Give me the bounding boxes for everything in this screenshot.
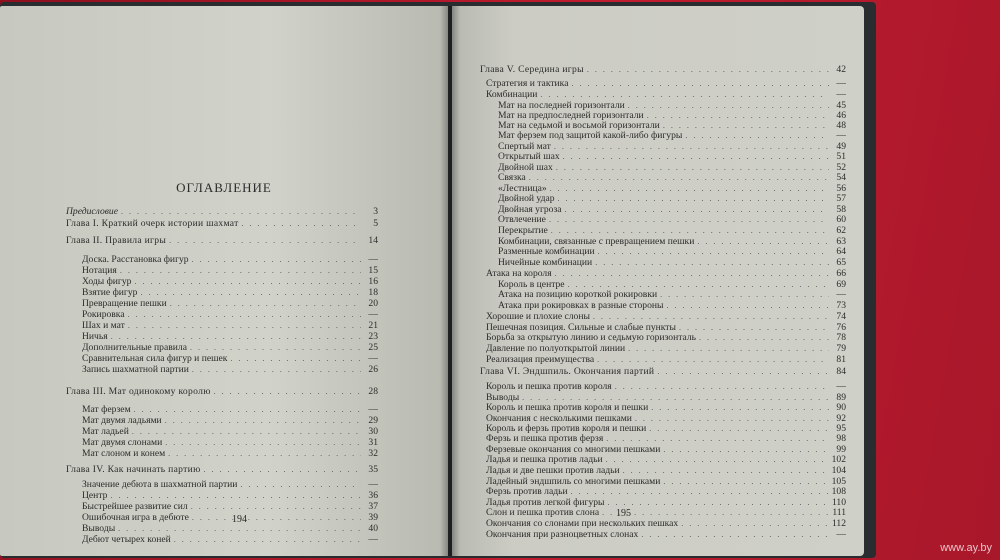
toc-entry-title: Мат ферзем под защитой какой-либо фигуры — [498, 130, 683, 141]
toc-entry-title: Глава V. Середина игры — [480, 64, 584, 75]
toc-entry — [82, 501, 378, 512]
toc-entry-page: 58 — [836, 204, 846, 215]
toc-entry-page: 3 — [373, 206, 378, 217]
toc-entry — [82, 490, 378, 501]
toc-entry-page: 32 — [368, 448, 378, 459]
toc-entry-title: Двойная угроза — [498, 204, 562, 215]
toc-leader-dots — [593, 311, 829, 322]
toc-entry-title: Мат двумя слонами — [82, 437, 163, 448]
toc-entry-page: — — [836, 89, 846, 100]
toc-entry — [82, 479, 378, 490]
toc-entry — [486, 78, 846, 89]
toc-entry-page: 45 — [836, 100, 846, 111]
toc-entry-page: 40 — [368, 523, 378, 534]
toc-entry — [82, 342, 378, 353]
toc-entry-title: Рокировка — [82, 309, 125, 320]
toc-entry-title: Ладья и пешка против ладьи — [486, 454, 603, 465]
toc-leader-dots — [571, 78, 829, 89]
toc-entry-title: Комбинации — [486, 89, 538, 100]
right-page — [452, 6, 864, 556]
toc-entry-title: Спертый мат — [498, 141, 551, 152]
toc-leader-dots — [191, 501, 361, 512]
toc-entry — [498, 257, 846, 268]
toc-entry-page: — — [836, 529, 846, 540]
toc-leader-dots — [128, 320, 361, 331]
toc-entry — [486, 343, 846, 354]
toc-leader-dots — [681, 518, 829, 529]
toc-entry — [486, 354, 846, 365]
toc-entry — [82, 298, 378, 309]
toc-leader-dots — [555, 268, 829, 279]
toc-entry-page: 25 — [368, 342, 378, 353]
toc-entry-page: 52 — [836, 162, 846, 173]
toc-leader-dots — [165, 415, 361, 426]
toc-entry-page: 110 — [831, 497, 846, 508]
toc-entry-title: Мат ферзем — [82, 404, 131, 415]
toc-entry-title: Ходы фигур — [82, 276, 132, 287]
toc-leader-dots — [128, 309, 361, 320]
toc-entry-title: Ферзевые окончания со многими пешками — [486, 444, 661, 455]
toc-entry — [498, 300, 846, 311]
toc-entry — [486, 529, 846, 540]
toc-entry — [66, 206, 378, 217]
toc-leader-dots — [615, 381, 829, 392]
toc-entry-title: Реализация преимущества — [486, 354, 595, 365]
toc-entry-title: Хорошие и плохие слоны — [486, 311, 590, 322]
toc-entry — [82, 364, 378, 375]
toc-entry-page: — — [368, 353, 378, 364]
toc-entry-title: Мат на последней горизонтали — [498, 100, 625, 111]
toc-leader-dots — [529, 172, 829, 183]
toc-entry-title: Значение дебюта в шахматной партии — [82, 479, 238, 490]
toc-leader-dots — [134, 404, 361, 415]
toc-entry-title: Предисловие — [66, 206, 118, 217]
toc-entry — [498, 193, 846, 204]
toc-entry-title: Мат на предпоследней горизонтали — [498, 110, 644, 121]
toc-entry-page: 111 — [832, 507, 846, 518]
toc-leader-dots — [549, 214, 829, 225]
toc-leader-dots — [597, 354, 829, 365]
toc-leader-dots — [651, 402, 829, 413]
toc-entry-title: Открытый шах — [498, 151, 560, 162]
toc-entry-title: Взятие фигур — [82, 287, 138, 298]
toc-leader-dots — [192, 512, 361, 523]
toc-entry-page: 64 — [836, 246, 846, 257]
toc-entry — [486, 454, 846, 465]
toc-entry-page: 102 — [831, 454, 846, 465]
toc-entry — [66, 235, 378, 246]
toc-entry — [480, 64, 846, 75]
toc-entry-page: 28 — [368, 386, 378, 397]
toc-entry — [82, 404, 378, 415]
toc-entry-page: 98 — [836, 433, 846, 444]
toc-entry-title: Пешечная позиция. Сильные и слабые пункты — [486, 322, 676, 333]
toc-leader-dots — [641, 529, 829, 540]
toc-entry-title: Мат двумя ладьями — [82, 415, 162, 426]
toc-entry-page: 73 — [836, 300, 846, 311]
toc-entry-title: Отвлечение — [498, 214, 546, 225]
toc-entry — [498, 225, 846, 236]
toc-entry-page: 66 — [836, 268, 846, 279]
toc-entry-title: Доска. Расстановка фигур — [82, 254, 189, 265]
toc-entry — [498, 172, 846, 183]
toc-entry-title: «Лестница» — [498, 183, 547, 194]
toc-entry-title: Сравнительная сила фигур и пешек — [82, 353, 228, 364]
toc-entry-title: Перекрытие — [498, 225, 548, 236]
toc-entry — [486, 518, 846, 529]
toc-entry — [82, 512, 378, 523]
toc-entry-title: Мат на седьмой и восьмой горизонтали — [498, 120, 660, 131]
toc-entry-page: 49 — [836, 141, 846, 152]
toc-entry — [498, 246, 846, 257]
toc-entry-page: 16 — [368, 276, 378, 287]
toc-leader-dots — [540, 89, 829, 100]
toc-entry-page: 30 — [368, 426, 378, 437]
toc-entry — [498, 130, 846, 141]
toc-entry-title: Король и ферзь против короля и пешки — [486, 423, 647, 434]
toc-entry — [66, 464, 378, 475]
toc-leader-dots — [192, 364, 361, 375]
toc-entry-page: 99 — [836, 444, 846, 455]
toc-entry-title: Ладья против легкой фигуры — [486, 497, 605, 508]
toc-entry — [486, 486, 846, 497]
toc-entry-title: Комбинации, связанные с превращением пешки — [498, 236, 695, 247]
toc-entry — [82, 309, 378, 320]
toc-entry-page: 5 — [373, 218, 378, 229]
toc-entry — [486, 268, 846, 279]
toc-entry-page: 95 — [836, 423, 846, 434]
toc-entry — [82, 437, 378, 448]
toc-entry-title: Мат ладьей — [82, 426, 129, 437]
toc-entry-title: Нотация — [82, 265, 117, 276]
toc-entry — [486, 465, 846, 476]
toc-leader-dots — [230, 353, 361, 364]
toc-leader-dots — [598, 246, 829, 257]
toc-entry-title: Связка — [498, 172, 526, 183]
toc-entry — [498, 289, 846, 300]
toc-entry-page: 29 — [368, 415, 378, 426]
toc-entry — [486, 433, 846, 444]
toc-entry-title: Стратегия и тактика — [486, 78, 569, 89]
toc-entry-title: Глава IV. Как начинать партию — [66, 464, 201, 475]
toc-entry-page: 42 — [836, 64, 846, 75]
toc-entry-title: Атака на короля — [486, 268, 552, 279]
book-gutter — [440, 6, 460, 556]
toc-entry-page: 69 — [836, 279, 846, 290]
toc-leader-dots — [571, 486, 829, 497]
toc-entry-title: Глава III. Мат одинокому королю — [66, 386, 211, 397]
toc-title: ОГЛАВЛЕНИЕ — [176, 180, 272, 195]
toc-entry-page: — — [836, 78, 846, 89]
toc-entry — [82, 426, 378, 437]
toc-leader-dots — [606, 454, 829, 465]
right-page-number: 195 — [616, 508, 631, 519]
toc-leader-dots — [170, 298, 361, 309]
toc-entry-title: Дебют четырех коней — [82, 534, 171, 545]
left-page — [0, 6, 448, 556]
toc-entry-page: 74 — [836, 311, 846, 322]
toc-entry-title: Король в центре — [498, 279, 565, 290]
toc-leader-dots — [140, 287, 361, 298]
toc-entry-page: 112 — [831, 518, 846, 529]
toc-entry-page: 79 — [836, 343, 846, 354]
toc-entry — [82, 287, 378, 298]
toc-entry-page: 84 — [836, 366, 846, 377]
toc-entry — [480, 366, 846, 377]
toc-leader-dots — [242, 218, 361, 229]
toc-entry-title: Разменные комбинации — [498, 246, 595, 257]
toc-entry — [82, 448, 378, 459]
toc-entry-page: 51 — [836, 151, 846, 162]
toc-entry-page: 76 — [836, 322, 846, 333]
toc-entry-title: Окончания с несколькими пешками — [486, 413, 632, 424]
toc-entry-title: Окончания при разноцветных слонах — [486, 529, 639, 540]
toc-entry — [486, 311, 846, 322]
toc-entry-title: Двойной шах — [498, 162, 553, 173]
toc-leader-dots — [120, 265, 361, 276]
toc-entry-page: 20 — [368, 298, 378, 309]
toc-entry-page: 60 — [836, 214, 846, 225]
toc-entry-title: Выводы — [486, 392, 520, 403]
toc-entry-title: Атака на позицию короткой рокировки — [498, 289, 658, 300]
toc-leader-dots — [165, 437, 361, 448]
toc-entry — [82, 320, 378, 331]
toc-entry-title: Ладья и две пешки против ладьи — [486, 465, 620, 476]
toc-entry — [486, 89, 846, 100]
toc-entry-page: — — [836, 381, 846, 392]
toc-entry-page: 14 — [368, 235, 378, 246]
toc-entry — [82, 353, 378, 364]
toc-entry-page: 18 — [368, 287, 378, 298]
toc-leader-dots — [204, 464, 361, 475]
toc-entry-title: Окончания со слонами при нескольких пешках — [486, 518, 679, 529]
toc-leader-dots — [628, 343, 829, 354]
toc-entry-title: Борьба за открытую линию и седьмую горизонталь — [486, 332, 697, 343]
toc-entry-title: Глава I. Краткий очерк истории шахмат — [66, 218, 239, 229]
toc-entry — [486, 507, 846, 518]
toc-entry-title: Ферзь против ладьи — [486, 486, 568, 497]
toc-leader-dots — [121, 206, 361, 217]
toc-entry-title: Король и пешка против короля — [486, 381, 612, 392]
toc-leader-dots — [174, 534, 361, 545]
toc-leader-dots — [587, 64, 829, 75]
toc-leader-dots — [214, 386, 361, 397]
toc-leader-dots — [606, 433, 829, 444]
toc-entry-title: Король и пешка против короля и пешки — [486, 402, 649, 413]
toc-entry-page: 104 — [831, 465, 846, 476]
toc-leader-dots — [190, 342, 361, 353]
toc-entry-title: Ничья — [82, 331, 108, 342]
toc-leader-dots — [132, 426, 361, 437]
toc-entry-page: — — [368, 534, 378, 545]
toc-entry-page: — — [368, 309, 378, 320]
toc-leader-dots — [623, 465, 829, 476]
toc-entry-title: Быстрейшее развитие сил — [82, 501, 188, 512]
toc-leader-dots — [660, 289, 829, 300]
toc-entry-title: Слон и пешка против слона — [486, 507, 600, 518]
toc-entry-title: Превращение пешки — [82, 298, 167, 309]
toc-entry-title: Глава VI. Эндшпиль. Окончания партий — [480, 366, 655, 377]
toc-entry-page: 89 — [836, 392, 846, 403]
toc-entry-page: 46 — [836, 110, 846, 121]
toc-entry-page: — — [368, 254, 378, 265]
toc-entry-title: Ошибочная игра в дебюте — [82, 512, 189, 523]
toc-entry-page: 54 — [836, 172, 846, 183]
toc-entry-page: 31 — [368, 437, 378, 448]
toc-entry-page: 36 — [368, 490, 378, 501]
toc-entry-title: Двойной удар — [498, 193, 555, 204]
toc-entry-page: 65 — [836, 257, 846, 268]
toc-leader-dots — [551, 225, 829, 236]
toc-entry-title: Шах и мат — [82, 320, 125, 331]
watermark: www.ay.by — [940, 542, 992, 554]
toc-entry-page: 15 — [368, 265, 378, 276]
toc-leader-dots — [657, 366, 829, 377]
toc-entry-page: — — [368, 479, 378, 490]
toc-leader-dots — [240, 479, 361, 490]
toc-leader-dots — [110, 490, 361, 501]
toc-entry-page: — — [836, 289, 846, 300]
toc-entry-page: 35 — [368, 464, 378, 475]
toc-entry-page: 48 — [836, 120, 846, 131]
toc-leader-dots — [699, 332, 829, 343]
toc-leader-dots — [685, 130, 829, 141]
toc-entry-page: 23 — [368, 331, 378, 342]
toc-entry-title: Атака при рокировках в разные стороны — [498, 300, 664, 311]
toc-entry-page: 81 — [836, 354, 846, 365]
toc-leader-dots — [602, 507, 829, 518]
toc-entry-page: 57 — [836, 193, 846, 204]
toc-entry-page: 63 — [836, 236, 846, 247]
toc-entry — [82, 276, 378, 287]
toc-leader-dots — [666, 300, 829, 311]
toc-entry-page: 62 — [836, 225, 846, 236]
toc-leader-dots — [168, 448, 361, 459]
toc-entry — [486, 402, 846, 413]
toc-entry — [82, 265, 378, 276]
toc-leader-dots — [111, 331, 361, 342]
toc-entry-page: 56 — [836, 183, 846, 194]
toc-entry — [486, 332, 846, 343]
toc-leader-dots — [192, 254, 361, 265]
toc-entry — [82, 523, 378, 534]
toc-entry-page: 37 — [368, 501, 378, 512]
toc-entry-title: Давление по полуоткрытой линии — [486, 343, 626, 354]
toc-entry-page: 26 — [368, 364, 378, 375]
toc-entry-title: Ничейные комбинации — [498, 257, 593, 268]
toc-entry — [66, 218, 378, 229]
toc-leader-dots — [169, 235, 361, 246]
toc-entry — [66, 386, 378, 397]
toc-entry-title: Запись шахматной партии — [82, 364, 189, 375]
toc-entry — [498, 151, 846, 162]
toc-entry — [486, 381, 846, 392]
toc-entry-page: 92 — [836, 413, 846, 424]
toc-entry — [82, 415, 378, 426]
toc-entry-title: Дополнительные правила — [82, 342, 187, 353]
toc-entry-page: — — [836, 130, 846, 141]
toc-entry-title: Глава II. Правила игры — [66, 235, 167, 246]
toc-leader-dots — [134, 276, 361, 287]
toc-entry — [82, 254, 378, 265]
toc-entry — [82, 534, 378, 545]
toc-leader-dots — [595, 257, 829, 268]
left-page-number: 194 — [232, 514, 247, 525]
toc-leader-dots — [558, 193, 829, 204]
toc-entry-title: Мат слоном и конем — [82, 448, 166, 459]
toc-entry — [498, 214, 846, 225]
toc-entry-page: 108 — [831, 486, 846, 497]
toc-entry-page: 21 — [368, 320, 378, 331]
toc-entry — [82, 331, 378, 342]
toc-entry-title: Ладейный эндшпиль со многими пешками — [486, 476, 661, 487]
toc-entry-page: 105 — [831, 476, 846, 487]
toc-leader-dots — [563, 151, 829, 162]
toc-entry-page: 90 — [836, 402, 846, 413]
toc-entry-page: — — [368, 404, 378, 415]
toc-entry-title: Центр — [82, 490, 108, 501]
toc-entry-title: Ферзь и пешка против ферзя — [486, 433, 604, 444]
toc-entry-page: 39 — [368, 512, 378, 523]
toc-entry-page: 78 — [836, 332, 846, 343]
toc-entry-title: Выводы — [82, 523, 116, 534]
